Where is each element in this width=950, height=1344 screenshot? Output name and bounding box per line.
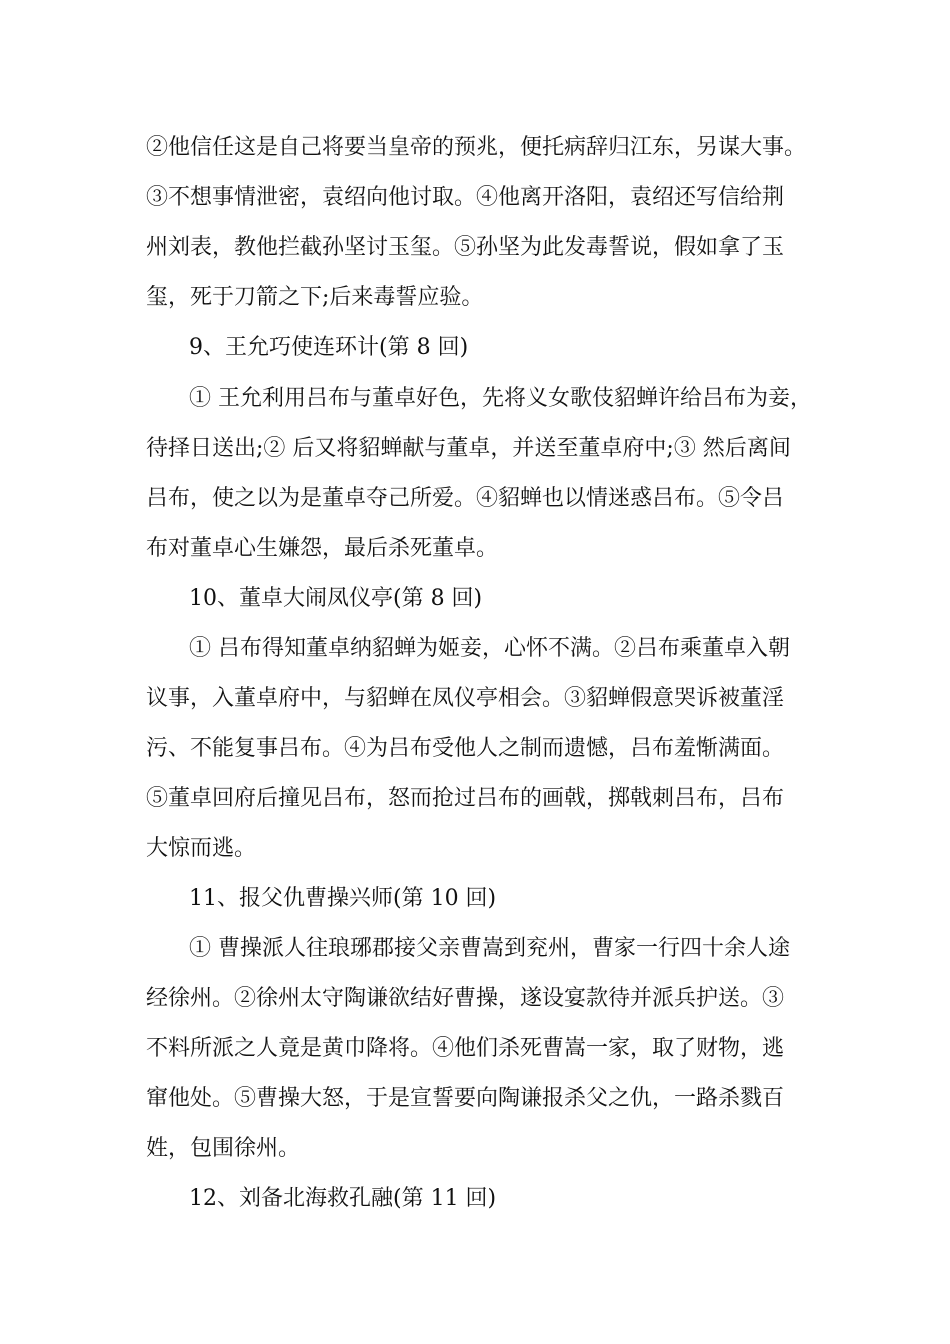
text-line: 吕布，使之以为是董卓夺己所爱。④貂蝉也以情迷惑吕布。⑤令吕 (146, 486, 785, 511)
text-line: ① 王允利用吕布与董卓好色，先将义女歌伎貂蝉许给吕布为妾， (189, 386, 812, 411)
text-line: ②他信任这是自己将要当皇帝的预兆，便托病辞归江东，另谋大事。 (146, 135, 807, 160)
text-line: 玺，死于刀箭之下;后来毒誓应验。 (146, 285, 484, 310)
text-line: ③不想事情泄密，袁绍向他讨取。④他离开洛阳，袁绍还写信给荆 (146, 185, 785, 210)
section-heading-12: 12、刘备北海救孔融(第 11 回) (189, 1186, 497, 1211)
text-line: 污、不能复事吕布。④为吕布受他人之制而遗憾，吕布羞惭满面。 (146, 736, 785, 761)
text-line: 布对董卓心生嫌怨，最后杀死董卓。 (146, 536, 499, 561)
text-line: ① 曹操派人往琅琊郡接父亲曹嵩到兖州，曹家一行四十余人途 (189, 936, 790, 961)
text-line: 姓，包围徐州。 (146, 1136, 301, 1161)
section-heading-11: 11、报父仇曹操兴师(第 10 回) (189, 886, 497, 911)
text-line: 大惊而逃。 (146, 836, 257, 861)
text-line: ① 吕布得知董卓纳貂蝉为姬妾，心怀不满。②吕布乘董卓入朝 (189, 636, 790, 661)
text-line: 州刘表，教他拦截孙坚讨玉玺。⑤孙坚为此发毒誓说，假如拿了玉 (146, 235, 785, 260)
text-line: 窜他处。⑤曹操大怒，于是宣誓要向陶谦报杀父之仇，一路杀戮百 (146, 1086, 785, 1111)
text-line: 经徐州。②徐州太守陶谦欲结好曹操，遂设宴款待并派兵护送。③ (146, 986, 785, 1011)
text-line: ⑤董卓回府后撞见吕布，怒而抢过吕布的画戟，掷戟刺吕布，吕布 (146, 786, 785, 811)
text-line: 待择日送出;② 后又将貂蝉献与董卓，并送至董卓府中;③ 然后离间 (146, 436, 791, 461)
text-line: 议事，入董卓府中，与貂蝉在凤仪亭相会。③貂蝉假意哭诉被董淫 (146, 686, 785, 711)
text-line: 不料所派之人竟是黄巾降将。④他们杀死曹嵩一家，取了财物，逃 (146, 1036, 785, 1061)
section-heading-9: 9、王允巧使连环计(第 8 回) (189, 335, 469, 360)
section-heading-10: 10、董卓大闹凤仪亭(第 8 回) (189, 586, 483, 611)
